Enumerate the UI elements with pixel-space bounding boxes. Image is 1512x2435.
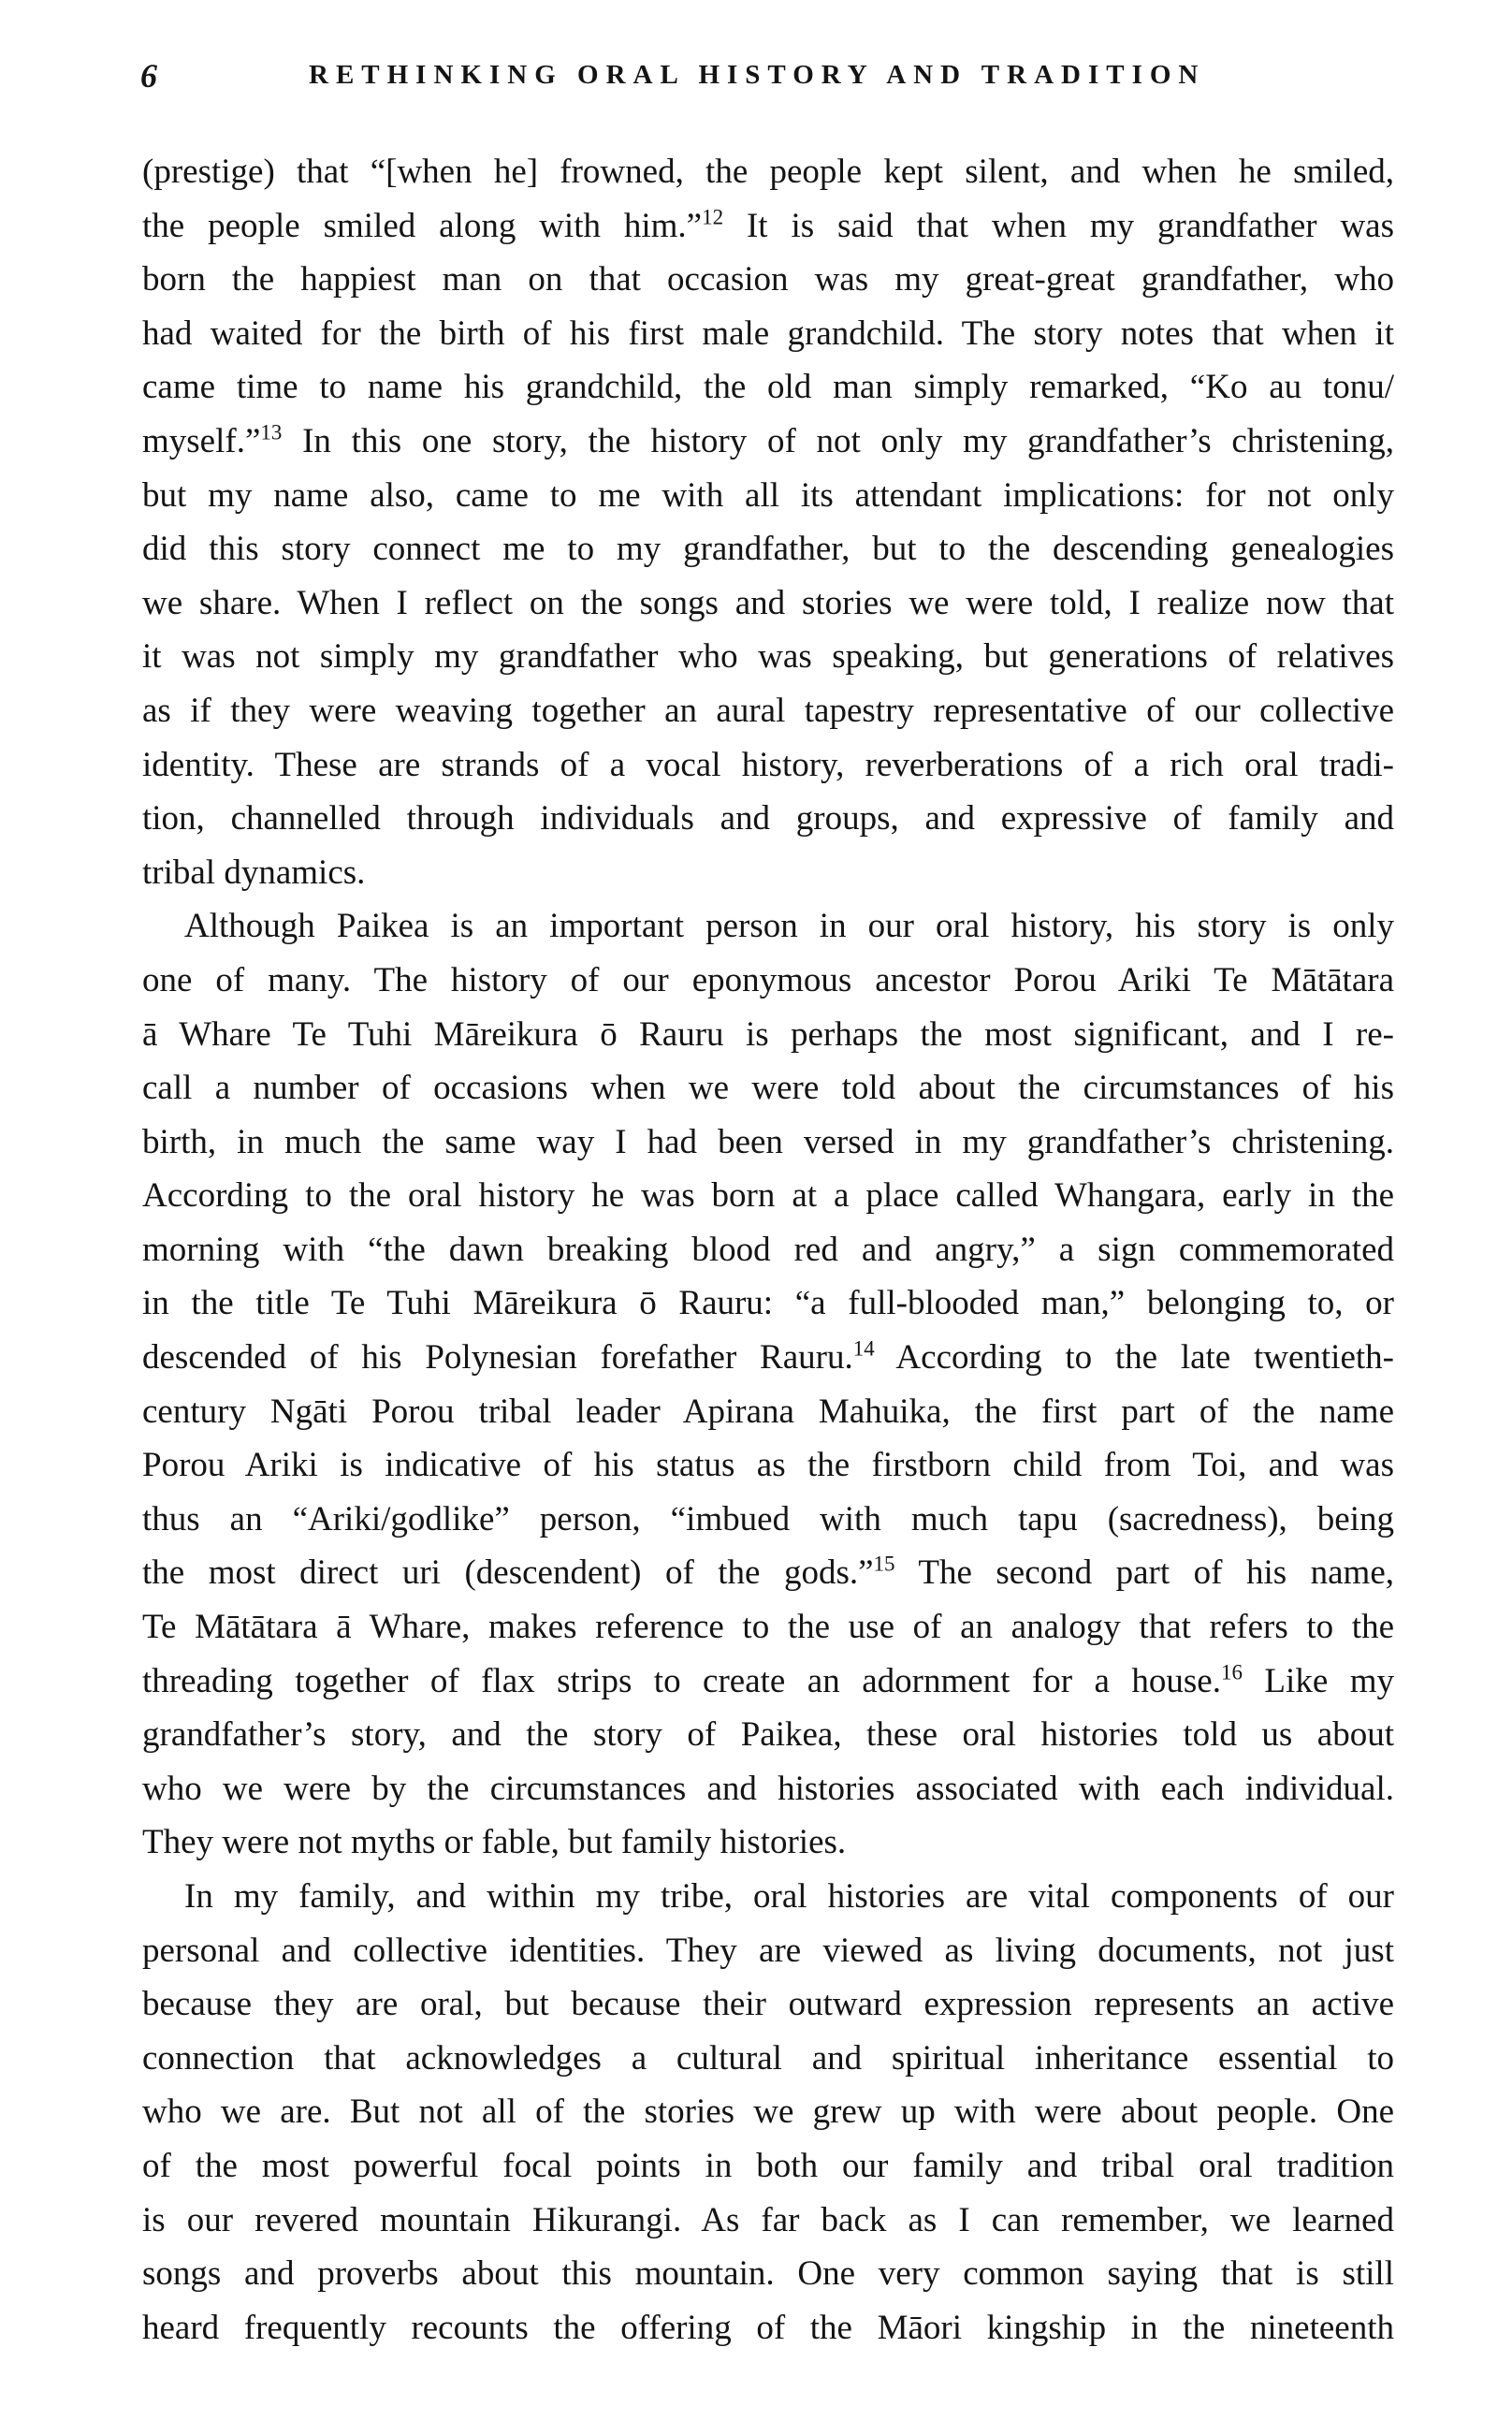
line-text: identity. These are strands of a vocal history, reverberations of a rich oral tradi- [142, 745, 1394, 784]
text-line [142, 1870, 1394, 1924]
running-head-title: RETHINKING ORAL HISTORY AND TRADITION [309, 60, 1206, 90]
line-text: did this story connect me to my grandfather, but to the descending genealogies [142, 530, 1394, 569]
line-text: century Ngāti Porou tribal leader Apirana Mahuika, the first part of the name [142, 1392, 1394, 1431]
text-line [142, 846, 1394, 900]
line-text: myself.” [142, 421, 261, 460]
line-text: came time to name his grandchild, the old man simply remarked, “Ko au tonu/ [142, 368, 1394, 407]
text-line [142, 2301, 1394, 2355]
text-line [142, 1815, 1394, 1870]
line-text: who we are. But not all of the stories we grew up with were about people. One [142, 2092, 1394, 2132]
line-text: grandfather’s story, and the story of Paikea, these oral histories told us about [142, 1715, 1394, 1755]
text-line [142, 630, 1394, 684]
line-text: Porou Ariki is indicative of his status as the firstborn child from Toi, and was [142, 1446, 1394, 1485]
line-text: personal and collective identities. They are viewed as living documents, not just [142, 1931, 1394, 1970]
line-text: connection that acknowledges a cultural and spiritual inheritance essential to [142, 2038, 1394, 2078]
footnote-marker: 15 [873, 1553, 895, 1577]
text-line [142, 899, 1394, 954]
text-line [142, 792, 1394, 846]
text-line [142, 684, 1394, 738]
text-line [142, 1223, 1394, 1277]
line-text-continued: According to the late twentieth- [874, 1338, 1394, 1378]
footnote-marker: 13 [260, 420, 283, 445]
line-text: but my name also, came to me with all its attendant implications: for not only [142, 475, 1394, 515]
line-text: Although Paikea is an important person in our oral history, his story is only [184, 907, 1394, 946]
line-text: the most direct uri (descendent) of the gods.” [142, 1553, 874, 1593]
text-line [142, 954, 1394, 1008]
text-line [142, 1438, 1394, 1493]
line-text: thus an “Ariki/godlike” person, “imbued with much tapu (sacredness), being [142, 1499, 1394, 1538]
line-text: descended of his Polynesian forefather Rauru. [142, 1338, 853, 1378]
line-text: In my family, and within my tribe, oral histories are vital components of our [184, 1877, 1394, 1916]
line-text: as if they were weaving together an aural tapestry representative of our collective [142, 691, 1394, 730]
line-text: They were not myths or fable, but family histories. [142, 1823, 847, 1862]
text-line [142, 1600, 1394, 1655]
line-text: it was not simply my grandfather who was speaking, but generations of relatives [142, 637, 1394, 677]
text-line [142, 1008, 1394, 1062]
text-line [142, 1115, 1394, 1170]
line-text: call a number of occasions when we were told about the circumstances of his [142, 1069, 1394, 1108]
text-line [142, 1331, 1394, 1385]
text-line [142, 2139, 1394, 2194]
line-text: Te Mātātara ā Whare, makes reference to the use of an analogy that refers to the [142, 1608, 1394, 1647]
running-head [140, 49, 1403, 105]
line-text: born the happiest man on that occasion was my great-great grandfather, who [142, 260, 1394, 299]
text-line [142, 1708, 1394, 1762]
text-line [142, 415, 1394, 469]
footnote-marker: 14 [852, 1336, 875, 1361]
line-text-continued: Like my [1242, 1661, 1394, 1700]
body-text [142, 145, 1394, 2355]
line-text: tribal dynamics. [142, 853, 366, 892]
line-text: threading together of flax strips to create an adornment for a house. [142, 1661, 1221, 1700]
text-line [142, 2247, 1394, 2301]
text-line [142, 2085, 1394, 2139]
text-line [142, 1276, 1394, 1331]
line-text: in the title Te Tuhi Māreikura ō Rauru: “a full-blooded man,” belonging to, or [142, 1284, 1394, 1323]
text-line [142, 469, 1394, 523]
line-text: one of many. The history of our eponymous ancestor Porou Ariki Te Mātātara [142, 960, 1394, 999]
line-text: the people smiled along with him.” [142, 206, 703, 245]
text-line [142, 1924, 1394, 1978]
line-text: is our revered mountain Hikurangi. As far back as I can remember, we learned [142, 2200, 1394, 2239]
line-text: (prestige) that “[when he] frowned, the people kept silent, and when he smiled, [142, 153, 1394, 191]
text-line [142, 1169, 1394, 1223]
text-line [142, 522, 1394, 576]
line-text-continued: It is said that when my grandfather was [723, 206, 1394, 245]
text-line [142, 2194, 1394, 2248]
line-text: of the most powerful focal points in both our family and tribal oral tradition [142, 2146, 1394, 2185]
text-line [142, 1493, 1394, 1547]
line-text-continued: The second part of his name, [894, 1553, 1395, 1593]
text-line [142, 307, 1394, 361]
text-line [142, 1061, 1394, 1115]
footnote-marker: 12 [702, 205, 724, 229]
line-text: we share. When I reflect on the songs and stories we were told, I realize now that [142, 583, 1394, 622]
line-text: because they are oral, but because their outward expression represents an active [142, 1985, 1394, 2024]
line-text: According to the oral history he was born at a place called Whangara, early in the [142, 1176, 1394, 1216]
line-text: tion, channelled through individuals and groups, and expressive of family and [142, 799, 1394, 838]
text-line [142, 199, 1394, 254]
text-line [142, 1546, 1394, 1600]
line-text: who we were by the circumstances and histories associated with each individual. [142, 1769, 1394, 1808]
line-text: songs and proverbs about this mountain. One very common saying that is still [142, 2254, 1394, 2294]
text-line [142, 360, 1394, 415]
text-line [142, 1655, 1394, 1709]
line-text: ā Whare Te Tuhi Māreikura ō Rauru is perhaps the most significant, and I re- [142, 1014, 1394, 1054]
text-line [142, 576, 1394, 631]
text-line [142, 1762, 1394, 1816]
line-text: heard frequently recounts the offering of the Māori kingship in the nineteenth [142, 2308, 1394, 2347]
text-line [142, 145, 1394, 199]
line-text: morning with “the dawn breaking blood red and angry,” a sign commemorated [142, 1230, 1394, 1269]
text-line [142, 1977, 1394, 2032]
line-text: birth, in much the same way I had been versed in my grandfather’s christening. [142, 1122, 1394, 1161]
line-text: had waited for the birth of his first male grandchild. The story notes that when it [142, 313, 1394, 353]
line-text-continued: In this one story, the history of not only my grandfather’s christening, [282, 421, 1394, 460]
footnote-marker: 16 [1220, 1660, 1243, 1684]
page-number: 6 [140, 57, 157, 95]
text-line [142, 738, 1394, 793]
text-line [142, 253, 1394, 307]
text-line [142, 1385, 1394, 1439]
text-line [142, 2032, 1394, 2086]
